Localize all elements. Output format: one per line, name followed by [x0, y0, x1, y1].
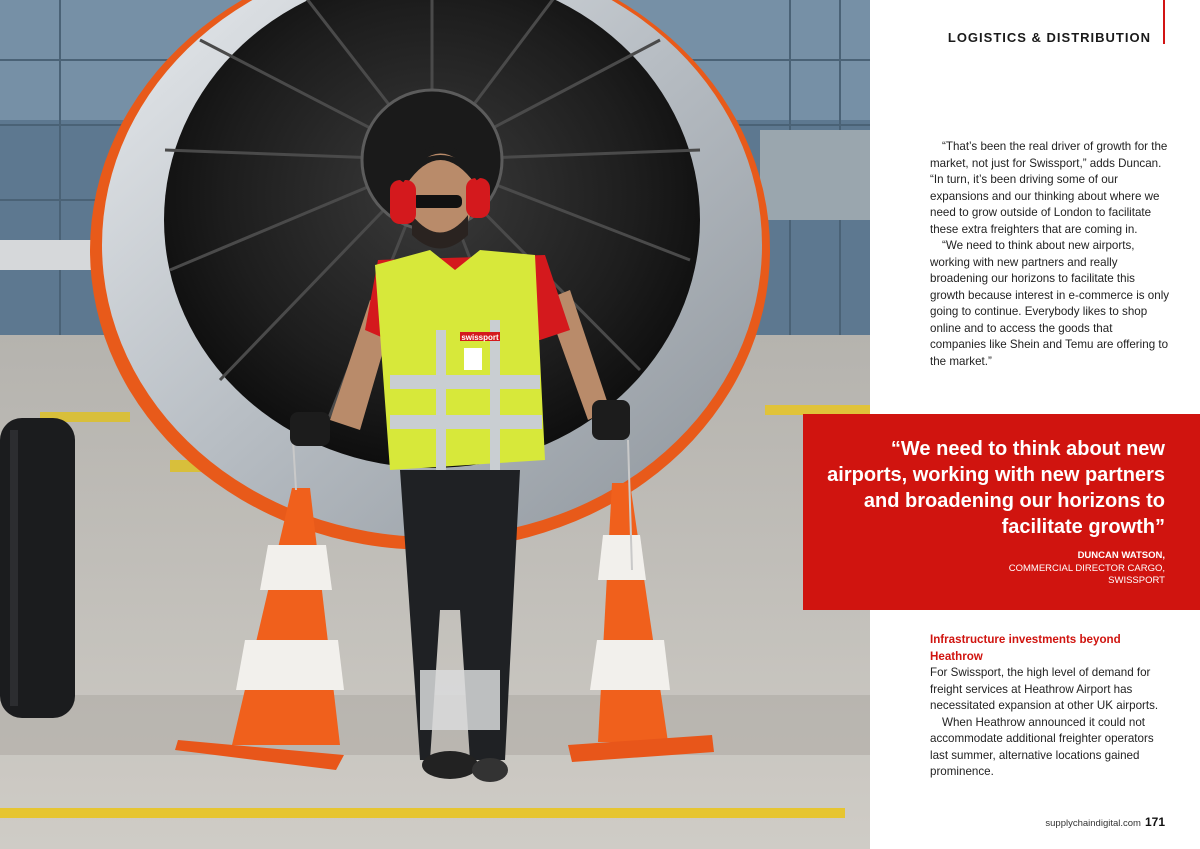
pull-quote-box	[803, 414, 1200, 610]
attribution-company: SWISSPORT	[1108, 575, 1165, 586]
page-number: 171	[1144, 815, 1165, 829]
hivis-vest	[375, 250, 545, 470]
header-accent-bar	[1163, 0, 1165, 44]
paragraph: When Heathrow announced it could not accommodate additional freighter operators last summer, alternative locations gained prominence.	[930, 715, 1154, 778]
attribution-name: DUNCAN WATSON,	[1077, 550, 1165, 561]
footer-site-link[interactable]: supplychaindigital.com	[1045, 818, 1141, 829]
vest-logo: swissport	[461, 333, 499, 342]
attribution-title: COMMERCIAL DIRECTOR CARGO,	[1008, 562, 1165, 574]
pull-quote-text: “We need to think about new airports, working with new partners and broadening our horizons to facilitate growth”	[827, 438, 1165, 538]
paragraph: “We need to think about new airports, working with new partners and really broadening our horizons to facilitate this growth because interest in e-commerce is only going to continue. Everybody likes to shop online and to access the goods that companies like Shein and Temu are offering to the market.”	[930, 239, 1170, 368]
pull-quote-attribution	[1009, 550, 1165, 588]
body-text-bottom	[930, 665, 1170, 781]
section-header: LOGISTICS & DISTRIBUTION	[947, 30, 1151, 45]
paragraph: For Swissport, the high level of demand for freight services at Heathrow Airport has necessitated expansion at other UK airports.	[930, 666, 1159, 712]
taxi-line	[0, 808, 845, 818]
subheading: Infrastructure investments beyond Heathrow	[930, 633, 1121, 663]
paragraph: “That’s been the real driver of growth for the market, not just for Swissport,” adds Duncan. “In turn, it’s been driving some of our expansions and our thinking about where we need to grow outside of London to facilitate these extra freighters that are coming in.	[930, 140, 1168, 236]
page-footer	[1045, 815, 1165, 829]
body-text-top	[930, 139, 1170, 370]
